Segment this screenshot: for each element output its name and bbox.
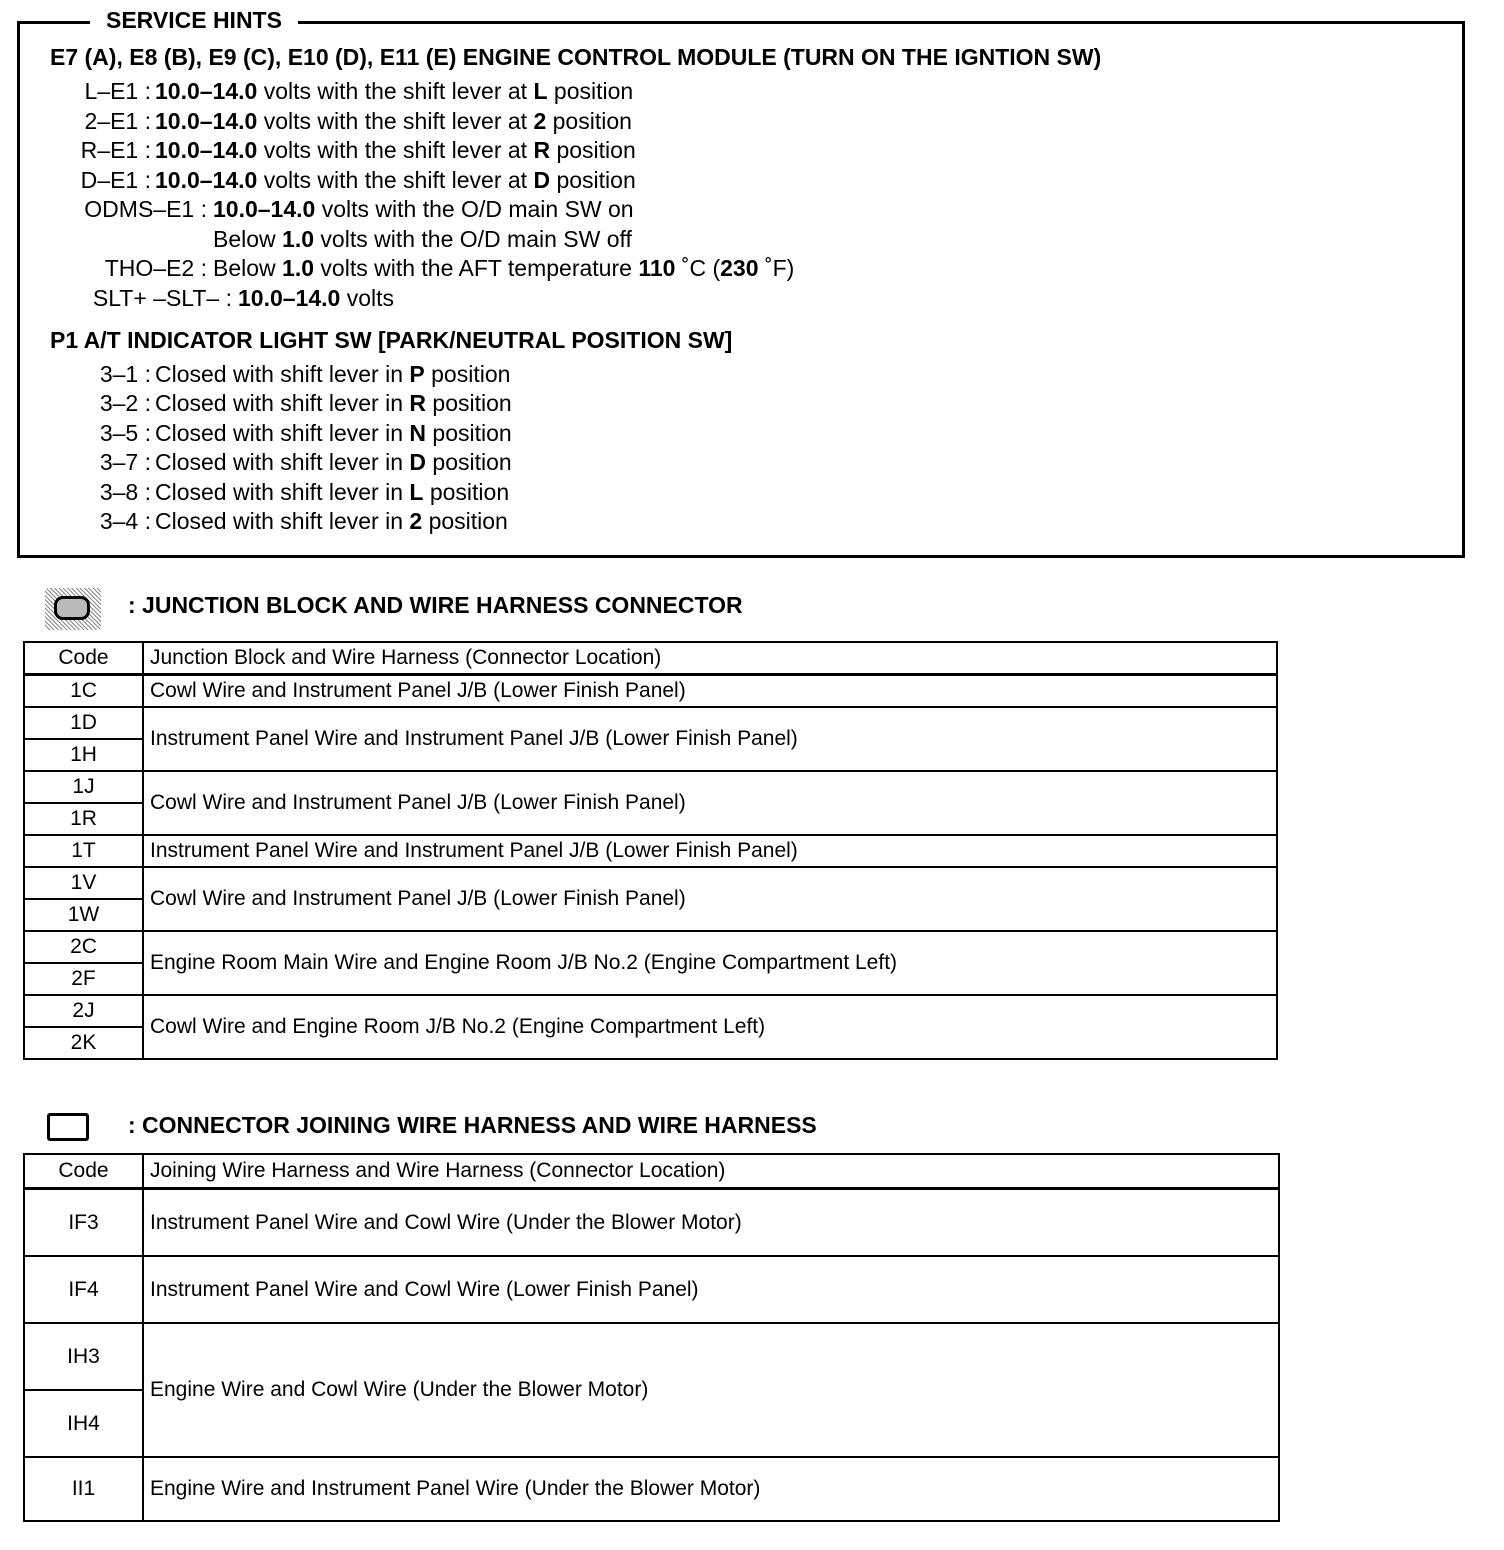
header-desc: Junction Block and Wire Harness (Connector Location) bbox=[143, 642, 1277, 675]
hint-bold-value: D bbox=[533, 166, 551, 193]
connector-code: 2C bbox=[24, 931, 143, 963]
hint-text: position bbox=[546, 107, 632, 134]
connector-code: 2F bbox=[24, 963, 143, 995]
connector-code: IF4 bbox=[24, 1256, 143, 1323]
hint-value bbox=[155, 166, 636, 194]
hint-text: Closed with shift lever in bbox=[155, 508, 410, 534]
hint-text: position bbox=[426, 449, 512, 476]
hint-text: position bbox=[550, 166, 636, 193]
hint-bold-value: 110 bbox=[638, 255, 676, 281]
hint-pin-label: SLT+ –SLT– : bbox=[92, 284, 232, 311]
hint-bold-value: 1.0 bbox=[282, 255, 315, 281]
joining-connector-heading: : CONNECTOR JOINING WIRE HARNESS AND WIRE HARNESS bbox=[128, 1112, 817, 1138]
connector-code: IH3 bbox=[24, 1323, 143, 1390]
ecm-heading: E7 (A), E8 (B), E9 (C), E10 (D), E11 (E) ENGINE CONTROL MODULE (TURN ON THE IGNTION SW) bbox=[50, 44, 1102, 70]
hint-text: position bbox=[426, 419, 512, 446]
table-row bbox=[24, 1256, 1279, 1323]
table-row bbox=[24, 771, 1277, 803]
hint-bold-value: 1.0 bbox=[282, 225, 315, 252]
hint-line bbox=[0, 195, 1400, 224]
hint-pin-label: R–E1 : bbox=[80, 137, 151, 163]
hint-bold-value: D bbox=[409, 449, 427, 476]
hint-pin-label: 3–1 : bbox=[99, 361, 151, 387]
hint-value bbox=[155, 478, 509, 506]
table-row bbox=[24, 707, 1277, 739]
connector-location: Instrument Panel Wire and Instrument Panel J/B (Lower Finish Panel) bbox=[143, 835, 1277, 867]
table-row bbox=[24, 867, 1277, 899]
hint-text: Closed with shift lever in bbox=[155, 390, 410, 417]
hint-bold-value: N bbox=[409, 419, 427, 446]
table-row bbox=[24, 835, 1277, 867]
hint-line bbox=[0, 225, 1400, 254]
connector-location: Cowl Wire and Instrument Panel J/B (Lower Finish Panel) bbox=[143, 867, 1277, 931]
hint-text: volts with the shift lever at bbox=[257, 107, 534, 134]
hint-text: Closed with shift lever in bbox=[155, 361, 410, 387]
hint-value bbox=[155, 77, 633, 105]
hint-value bbox=[238, 284, 394, 312]
hint-pin-label: L–E1 : bbox=[84, 78, 151, 104]
hint-bold-value: 2 bbox=[533, 107, 547, 134]
hint-bold-value: 10.0–14.0 bbox=[155, 107, 258, 134]
connector-code: 1C bbox=[24, 675, 143, 708]
connector-code: 1T bbox=[24, 835, 143, 867]
hint-text: position bbox=[550, 137, 636, 163]
hint-line bbox=[0, 389, 1400, 418]
hint-text: position bbox=[426, 390, 512, 417]
connector-location: Engine Wire and Instrument Panel Wire (Under the Blower Motor) bbox=[143, 1457, 1279, 1521]
junction-block-table bbox=[23, 641, 1278, 1060]
connector-code: IH4 bbox=[24, 1390, 143, 1457]
connector-code: 1V bbox=[24, 867, 143, 899]
connector-code: 2K bbox=[24, 1027, 143, 1059]
hint-pin-label: 3–2 : bbox=[99, 390, 151, 417]
hint-value bbox=[213, 195, 634, 223]
hint-text: position bbox=[547, 78, 634, 104]
hint-text: volts with the shift lever at bbox=[257, 78, 534, 104]
hint-text: volts bbox=[340, 284, 395, 311]
hint-line bbox=[0, 284, 1400, 313]
hint-pin-label: ODMS–E1 : bbox=[84, 196, 207, 222]
connector-location: Instrument Panel Wire and Cowl Wire (Under the Blower Motor) bbox=[143, 1189, 1279, 1257]
table-header-row bbox=[24, 1154, 1279, 1189]
hint-value bbox=[213, 225, 632, 253]
connector-symbol-icon bbox=[47, 1113, 89, 1141]
hint-value bbox=[155, 136, 636, 164]
hint-pin-label: 3–4 : bbox=[99, 508, 151, 534]
header-code: Code bbox=[24, 642, 143, 675]
hint-line bbox=[0, 507, 1400, 536]
connector-code: IF3 bbox=[24, 1189, 143, 1257]
connector-location: Cowl Wire and Instrument Panel J/B (Lower Finish Panel) bbox=[143, 771, 1277, 835]
table-row bbox=[24, 1457, 1279, 1521]
hint-text: position bbox=[422, 508, 508, 534]
connector-code: 1J bbox=[24, 771, 143, 803]
connector-code: 1D bbox=[24, 707, 143, 739]
hint-line bbox=[0, 478, 1400, 507]
hint-bold-value: L bbox=[533, 78, 548, 104]
connector-code: 1W bbox=[24, 899, 143, 931]
table-row bbox=[24, 995, 1277, 1027]
hint-pin-label: 3–7 : bbox=[99, 449, 151, 476]
indicator-heading: P1 A/T INDICATOR LIGHT SW [PARK/NEUTRAL POSITION SW] bbox=[50, 327, 733, 353]
hint-bold-value: L bbox=[409, 478, 424, 505]
table-row bbox=[24, 931, 1277, 963]
hint-value bbox=[155, 107, 632, 135]
connector-code: 1R bbox=[24, 803, 143, 835]
hint-line bbox=[0, 107, 1400, 136]
hint-bold-value: R bbox=[533, 137, 551, 163]
header-code: Code bbox=[24, 1154, 143, 1189]
junction-block-symbol-icon bbox=[45, 588, 101, 630]
connector-location: Engine Room Main Wire and Engine Room J/B No.2 (Engine Compartment Left) bbox=[143, 931, 1277, 995]
connector-code: II1 bbox=[24, 1457, 143, 1521]
hint-line bbox=[0, 77, 1400, 106]
hint-line bbox=[0, 254, 1400, 283]
hint-bold-value: 2 bbox=[409, 508, 423, 534]
hint-text: volts with the O/D main SW on bbox=[315, 196, 634, 222]
connector-location: Instrument Panel Wire and Cowl Wire (Lower Finish Panel) bbox=[143, 1256, 1279, 1323]
hint-text: position bbox=[423, 478, 510, 505]
hint-line bbox=[0, 448, 1400, 477]
hint-bold-value: R bbox=[409, 390, 427, 417]
hint-text: Below bbox=[213, 225, 283, 252]
hint-text: volts with the shift lever at bbox=[257, 137, 534, 163]
hint-bold-value: 230 bbox=[720, 255, 759, 281]
hint-value bbox=[155, 419, 512, 447]
hint-bold-value: 10.0–14.0 bbox=[238, 284, 341, 311]
hint-pin-label: 2–E1 : bbox=[84, 107, 151, 134]
hint-value bbox=[213, 254, 794, 282]
hint-text: ˚C ( bbox=[675, 255, 721, 281]
hint-value bbox=[155, 507, 508, 535]
hint-text: position bbox=[424, 361, 511, 387]
hint-text: Below bbox=[213, 255, 283, 281]
joining-connector-table bbox=[23, 1153, 1280, 1522]
hint-bold-value: 10.0–14.0 bbox=[213, 196, 316, 222]
hint-text: Closed with shift lever in bbox=[155, 419, 410, 446]
table-row bbox=[24, 1189, 1279, 1257]
hint-pin-label: 3–8 : bbox=[99, 478, 151, 505]
hint-text: Closed with shift lever in bbox=[155, 478, 410, 505]
hint-text: volts with the shift lever at bbox=[257, 166, 534, 193]
table-header-row bbox=[24, 642, 1277, 675]
connector-location: Engine Wire and Cowl Wire (Under the Blower Motor) bbox=[143, 1323, 1279, 1457]
connector-code: 1H bbox=[24, 739, 143, 771]
hint-line bbox=[0, 419, 1400, 448]
hint-text: volts with the O/D main SW off bbox=[314, 225, 632, 252]
hint-pin-label: 3–5 : bbox=[99, 419, 151, 446]
hint-line bbox=[0, 166, 1400, 195]
hint-text: Closed with shift lever in bbox=[155, 449, 410, 476]
connector-location: Cowl Wire and Instrument Panel J/B (Lower Finish Panel) bbox=[143, 675, 1277, 708]
hint-bold-value: 10.0–14.0 bbox=[155, 78, 258, 104]
header-desc: Joining Wire Harness and Wire Harness (Connector Location) bbox=[143, 1154, 1279, 1189]
connector-code: 2J bbox=[24, 995, 143, 1027]
hint-pin-label: D–E1 : bbox=[80, 166, 151, 193]
hint-line bbox=[0, 360, 1400, 389]
junction-block-heading: : JUNCTION BLOCK AND WIRE HARNESS CONNECTOR bbox=[128, 592, 743, 618]
hint-text: ˚F) bbox=[758, 255, 795, 281]
hint-bold-value: 10.0–14.0 bbox=[155, 137, 258, 163]
connector-location: Cowl Wire and Engine Room J/B No.2 (Engine Compartment Left) bbox=[143, 995, 1277, 1059]
table-row bbox=[24, 1323, 1279, 1390]
hint-value bbox=[155, 389, 512, 417]
service-hints-title: SERVICE HINTS bbox=[90, 6, 298, 34]
hint-line bbox=[0, 136, 1400, 165]
hint-bold-value: 10.0–14.0 bbox=[155, 166, 258, 193]
hint-text: volts with the AFT temperature bbox=[314, 255, 639, 281]
hint-value bbox=[155, 448, 512, 476]
hint-value bbox=[155, 360, 510, 388]
table-row bbox=[24, 675, 1277, 708]
hint-bold-value: P bbox=[409, 361, 425, 387]
connector-location: Instrument Panel Wire and Instrument Panel J/B (Lower Finish Panel) bbox=[143, 707, 1277, 771]
hint-pin-label: THO–E2 : bbox=[104, 255, 207, 281]
